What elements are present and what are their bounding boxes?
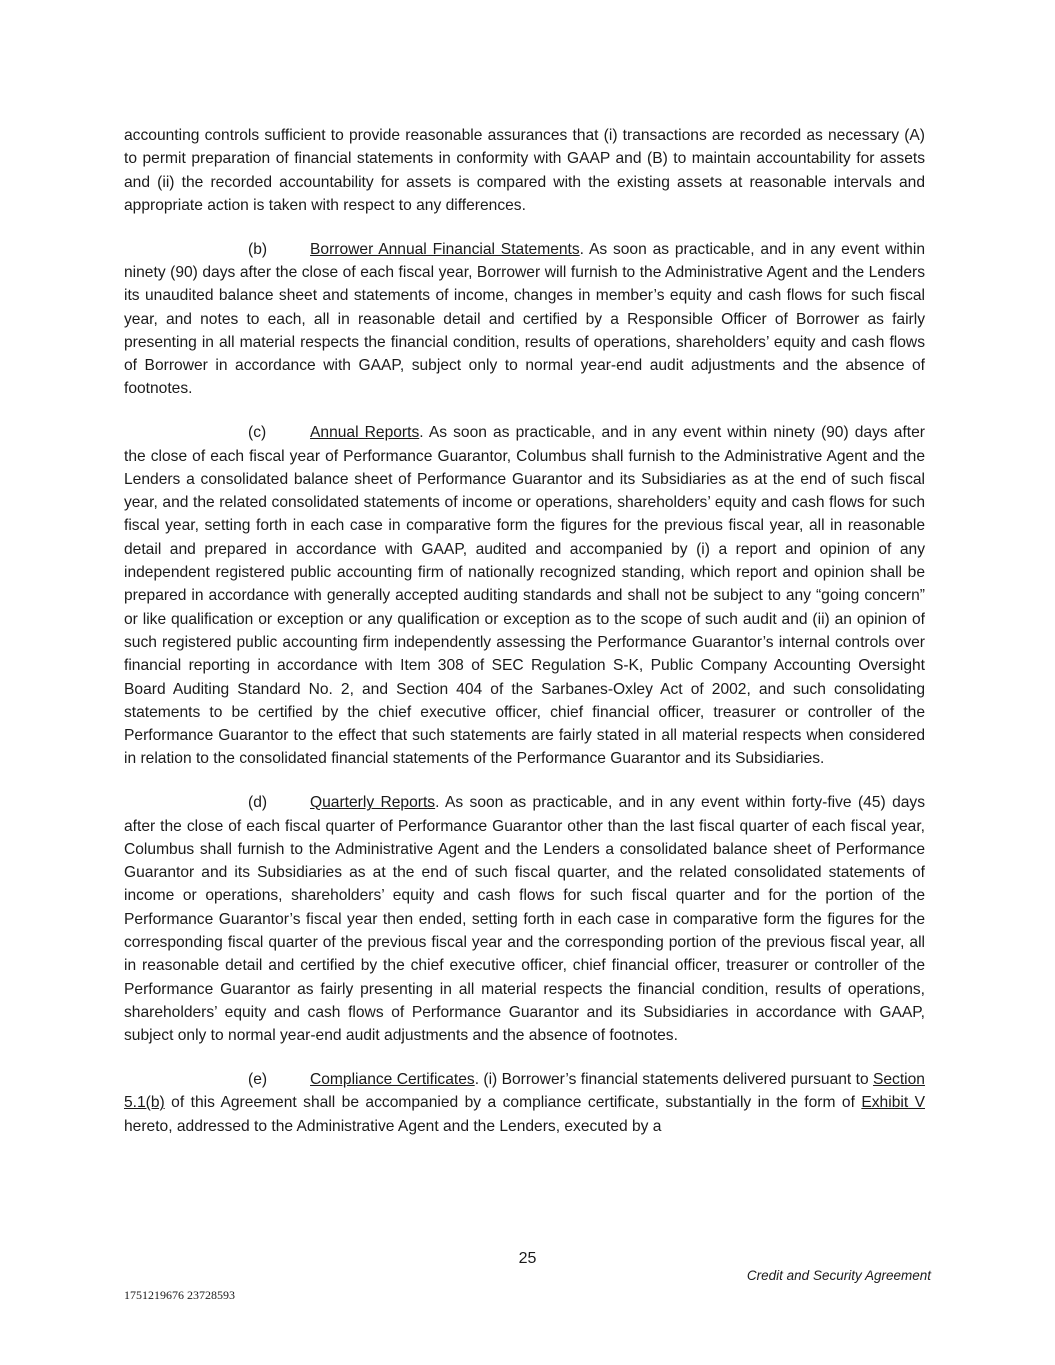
paragraph-enum: (d) <box>248 794 268 812</box>
paragraph-text: . As soon as practicable, and in any event within forty-five (45) days after the close of each fiscal quarter of Performance Guarantor other than the last fiscal quarter of each fiscal year, Columbus shall furnish to the Administrative Agent and the Lenders a consolidated balance sheet of Performance Guarantor and its Subsidiaries as at the end of such fiscal quarter, and the related consolidated statements of income or operations, shareholders’ equity and cash flows for such fiscal quarter and for the portion of the Performance Guarantor’s fiscal year then ended, setting forth in each case in comparative form the figures for the corresponding fiscal quarter of the previous fiscal year and the corresponding portion of the previous fiscal year, all in reasonable detail and certified by the chief executive officer, chief financial officer, treasurer or controller of the Performance Guarantor as fairly presenting in all material respects the financial condition, results of operations, shareholders’ equity and cash flows of Performance Guarantor and its Subsidiaries in accordance with GAAP, subject only to normal year-end audit adjustments and the absence of footnotes. <box>124 794 926 1045</box>
paragraph-enum: (e) <box>248 1070 268 1088</box>
paragraph-b <box>124 238 925 401</box>
paragraph-text: . As soon as practicable, and in any event within ninety (90) days after the close of each fiscal year, Borrower will furnish to the Administrative Agent and the Lenders its unaudited balance sheet and statements of income, changes in member’s equity and cash flows for such fiscal year, and notes to each, all in reasonable detail and certified by a Responsible Officer of Borrower as fairly presenting in all material respects the financial condition, results of operations, shareholders’ equity and cash flows of Borrower in accordance with GAAP, subject only to normal year-end audit adjustments and the absence of footnotes. <box>124 240 925 398</box>
paragraph-text: of this Agreement shall be accompanied by a compliance certificate, substantially in the form of <box>164 1094 862 1112</box>
paragraph-text: hereto, addressed to the Administrative Agent and the Lenders, executed by a <box>124 1117 662 1135</box>
paragraph-c <box>124 421 925 770</box>
paragraph-heading: Quarterly Reports <box>310 794 436 812</box>
footer-document-id: 1751219676 23728593 <box>124 1288 235 1302</box>
paragraph-d <box>124 791 925 1047</box>
footer-document-title: Credit and Security Agreement <box>746 1268 931 1283</box>
paragraph-text: . (i) Borrower’s financial statements delivered pursuant to <box>474 1070 873 1088</box>
exhibit-reference-link: Exhibit V <box>861 1094 925 1112</box>
page-number: 25 <box>518 1250 537 1267</box>
body-text <box>124 124 925 1158</box>
paragraph-text: . As soon as practicable, and in any event within ninety (90) days after the close of each fiscal year of Performance Guarantor, Columbus shall furnish to the Administrative Agent and the Lenders a consolidated balance sheet of Performance Guarantor and its Subsidiaries as at the end of such fiscal year, and the related consolidated statements of income or operations, shareholders’ equity and cash flows for such fiscal year, setting forth in each case in comparative form the figures for the previous fiscal year, all in reasonable detail and prepared in accordance with GAAP, audited and accompanied by (i) a report and opinion of any independent registered public accounting firm of nationally recognized standing, which report and opinion shall be prepared in accordance with generally accepted auditing standards and shall not be subject to any “going concern” or like qualification or exception or any qualification or exception as to the scope of such audit and (ii) an opinion of such registered public accounting firm independently assessing the Performance Guarantor’s internal controls over financial reporting in accordance with Item 308 of SEC Regulation S-K, Public Company Accounting Oversight Board Auditing Standard No. 2, and Section 404 of the Sarbanes-Oxley Act of 2002, and such consolidating statements to be certified by the chief executive officer, chief financial officer, treasurer or controller of the Performance Guarantor to the effect that such statements are fairly stated in all material respects when considered in relation to the consolidated financial statements of the Performance Guarantor and its Subsidiaries. <box>124 424 926 768</box>
paragraph-heading: Borrower Annual Financial Statements <box>310 240 580 258</box>
paragraph-enum: (b) <box>248 240 268 258</box>
paragraph-enum: (c) <box>248 424 267 442</box>
paragraph-text: accounting controls sufficient to provide reasonable assurances that (i) transactions are recorded as necessary (A) to permit preparation of financial statements in conformity with GAAP and (B) to maintain accountability for assets and (ii) the recorded accountability for assets is compared with the existing assets at reasonable intervals and appropriate action is taken with respect to any differences. <box>124 127 925 214</box>
section-reference-link: Section 5.1(b) <box>124 1070 925 1112</box>
paragraph-continuation <box>124 124 925 217</box>
paragraph-e <box>124 1068 925 1138</box>
paragraph-heading: Compliance Certificates <box>310 1070 475 1088</box>
paragraph-heading: Annual Reports <box>310 424 420 442</box>
